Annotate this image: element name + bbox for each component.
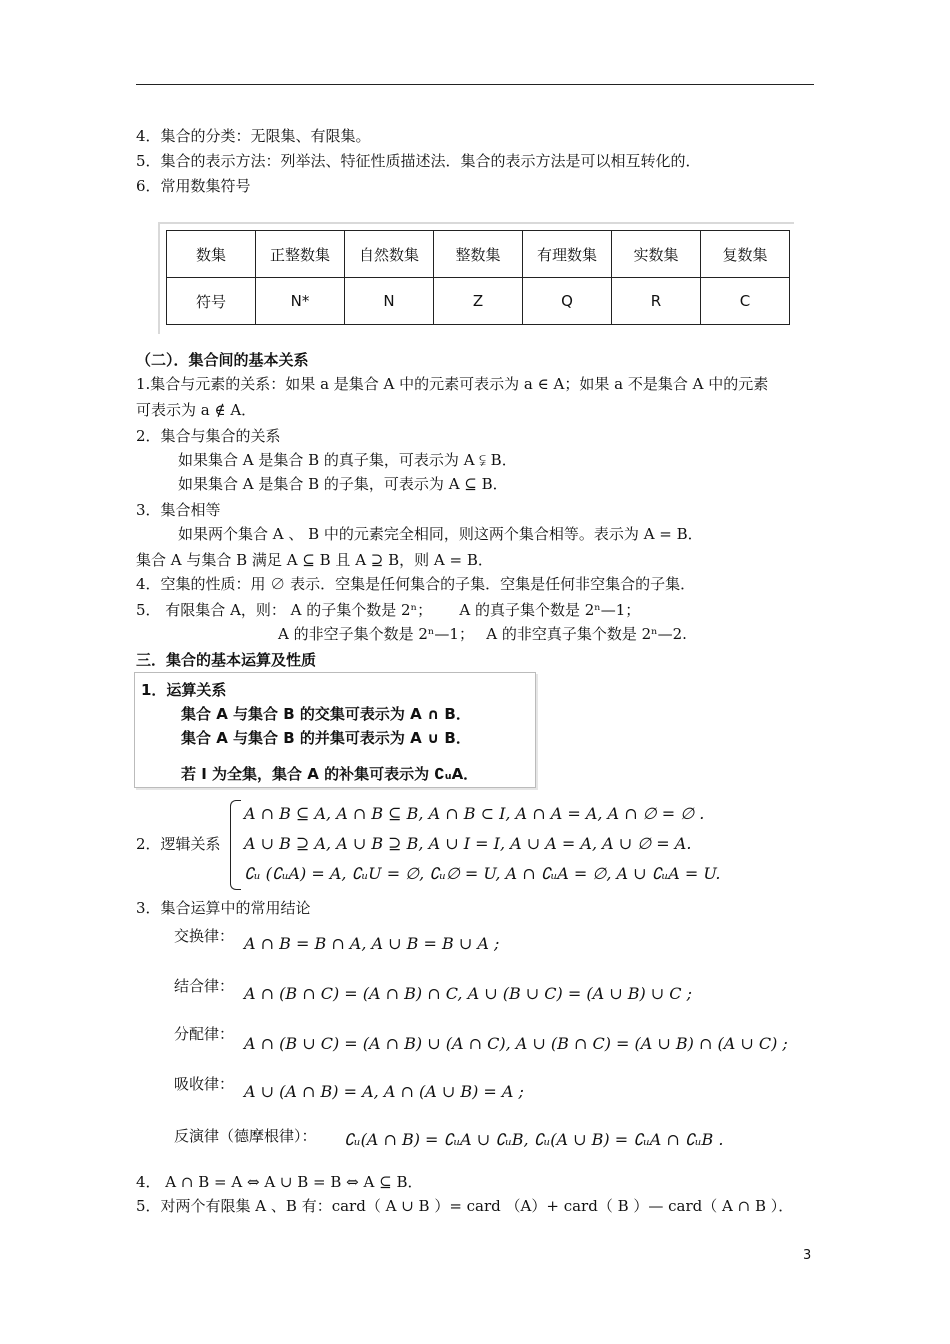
law-label-distributive: 分配律： xyxy=(174,1025,235,1043)
relation-element-line2: 可表示为 a ∉ A． xyxy=(136,401,257,419)
line-set-classification: 4．集合的分类：无限集、有限集。 xyxy=(136,127,371,145)
number-set-table xyxy=(166,230,790,325)
relation-element-line1: 1.集合与元素的关系：如果 a 是集合 A 中的元素可表示为 a ∈ A；如果 a 不是集合 A 中的元素 xyxy=(136,375,769,393)
operations-box-heading: 1．运算关系 xyxy=(141,681,227,699)
law-formula-distributive: A ∩ (B ∪ C) = (A ∩ B) ∪ (A ∩ C), A ∪ (B ∩ C) = (A ∪ B) ∩ (A ∪ C) ; xyxy=(244,1034,788,1053)
table-cell: 实数集 xyxy=(612,231,701,278)
table-cell: C xyxy=(701,278,790,325)
header-rule xyxy=(136,84,814,85)
logic-formula-3: ∁ᵤ (∁ᵤA) = A, ∁ᵤU = ∅, ∁ᵤ∅ = U, A ∩ ∁ᵤA = ∅, A ∪ ∁ᵤA = U. xyxy=(244,864,721,883)
law-label-demorgan: 反演律（德摩根律）： xyxy=(174,1127,317,1145)
table-row xyxy=(167,278,790,325)
logic-relations-label: 2．逻辑关系 xyxy=(136,835,221,853)
line-number-set-symbols: 6．常用数集符号 xyxy=(136,177,251,195)
table-cell: 整数集 xyxy=(434,231,523,278)
table-cell: 正整数集 xyxy=(256,231,345,278)
logic-brace xyxy=(230,800,241,890)
table-cell: R xyxy=(612,278,701,325)
set-equality-line1: 如果两个集合 A 、 B 中的元素完全相同，则这两个集合相等。表示为 A = B． xyxy=(178,525,703,543)
table-cell: 有理数集 xyxy=(523,231,612,278)
table-cell: N* xyxy=(256,278,345,325)
table-cell: 自然数集 xyxy=(345,231,434,278)
table-cell: 复数集 xyxy=(701,231,790,278)
conclusions-heading: 3．集合运算中的常用结论 xyxy=(136,899,311,917)
law-label-absorption: 吸收律： xyxy=(174,1075,235,1093)
law-formula-commutative: A ∩ B = B ∩ A, A ∪ B = B ∪ A ; xyxy=(244,934,500,953)
logic-formula-1: A ∩ B ⊆ A, A ∩ B ⊆ B, A ∩ B ⊂ I, A ∩ A = A, A ∩ ∅ = ∅ . xyxy=(244,804,705,823)
empty-set-line: 4．空集的性质：用 ∅ 表示．空集是任何集合的子集．空集是任何非空集合的子集． xyxy=(136,575,696,593)
operations-box xyxy=(134,672,536,788)
union-line: 集合 A 与集合 B 的并集可表示为 A ∪ B． xyxy=(181,729,471,747)
law-label-associative: 结合律： xyxy=(174,977,235,995)
subset-line: 如果集合 A 是集合 B 的子集，可表示为 A ⊆ B． xyxy=(178,475,508,493)
section-title-operations: 三．集合的基本运算及性质 xyxy=(136,651,317,669)
table-cell: Q xyxy=(523,278,612,325)
table-cell: 数集 xyxy=(167,231,256,278)
logic-formula-2: A ∪ B ⊇ A, A ∪ B ⊇ B, A ∪ I = I, A ∪ A = A, A ∪ ∅ = A. xyxy=(244,834,692,853)
table-cell: Z xyxy=(434,278,523,325)
section-title-relations: （二）．集合间的基本关系 xyxy=(136,351,309,369)
law-formula-absorption: A ∪ (A ∩ B) = A, A ∩ (A ∪ B) = A ; xyxy=(244,1082,524,1101)
finite-set-line2: A 的非空子集个数是 2ⁿ—1； A 的非空真子集个数是 2ⁿ—2. xyxy=(278,625,687,643)
set-equality-line2: 集合 A 与集合 B 满足 A ⊆ B 且 A ⊇ B，则 A = B． xyxy=(136,551,493,569)
law-label-commutative: 交换律： xyxy=(174,927,235,945)
proper-subset-line: 如果集合 A 是集合 B 的真子集，可表示为 A ⫋ B． xyxy=(178,451,517,469)
table-cell: N xyxy=(345,278,434,325)
intersection-line: 集合 A 与集合 B 的交集可表示为 A ∩ B． xyxy=(181,705,471,723)
relation-sets-heading: 2．集合与集合的关系 xyxy=(136,427,281,445)
finite-set-line1: 5． 有限集合 A，则： A 的子集个数是 2ⁿ； A 的真子集个数是 2ⁿ—1； xyxy=(136,601,641,619)
table-row xyxy=(167,231,790,278)
cardinality-line: 5．对两个有限集 A 、B 有：card（ A ∪ B ）= card （A）+ card（ B ）— card（ A ∩ B ）． xyxy=(136,1197,794,1215)
page-number: 3 xyxy=(803,1248,812,1263)
complement-line: 若 I 为全集，集合 A 的补集可表示为 ∁ᵤA． xyxy=(181,765,479,783)
law-formula-demorgan: ∁ᵤ(A ∩ B) = ∁ᵤA ∪ ∁ᵤB, ∁ᵤ(A ∪ B) = ∁ᵤA ∩ ∁ᵤB . xyxy=(344,1130,724,1149)
law-formula-associative: A ∩ (B ∩ C) = (A ∩ B) ∩ C, A ∪ (B ∪ C) = (A ∪ B) ∪ C ; xyxy=(244,984,693,1003)
table-cell: 符号 xyxy=(167,278,256,325)
equivalence-line: 4． A ∩ B = A ⇔ A ∪ B = B ⇔ A ⊆ B． xyxy=(136,1173,423,1191)
set-equality-heading: 3．集合相等 xyxy=(136,501,221,519)
line-set-representation: 5．集合的表示方法：列举法、特征性质描述法．集合的表示方法是可以相互转化的． xyxy=(136,152,701,170)
